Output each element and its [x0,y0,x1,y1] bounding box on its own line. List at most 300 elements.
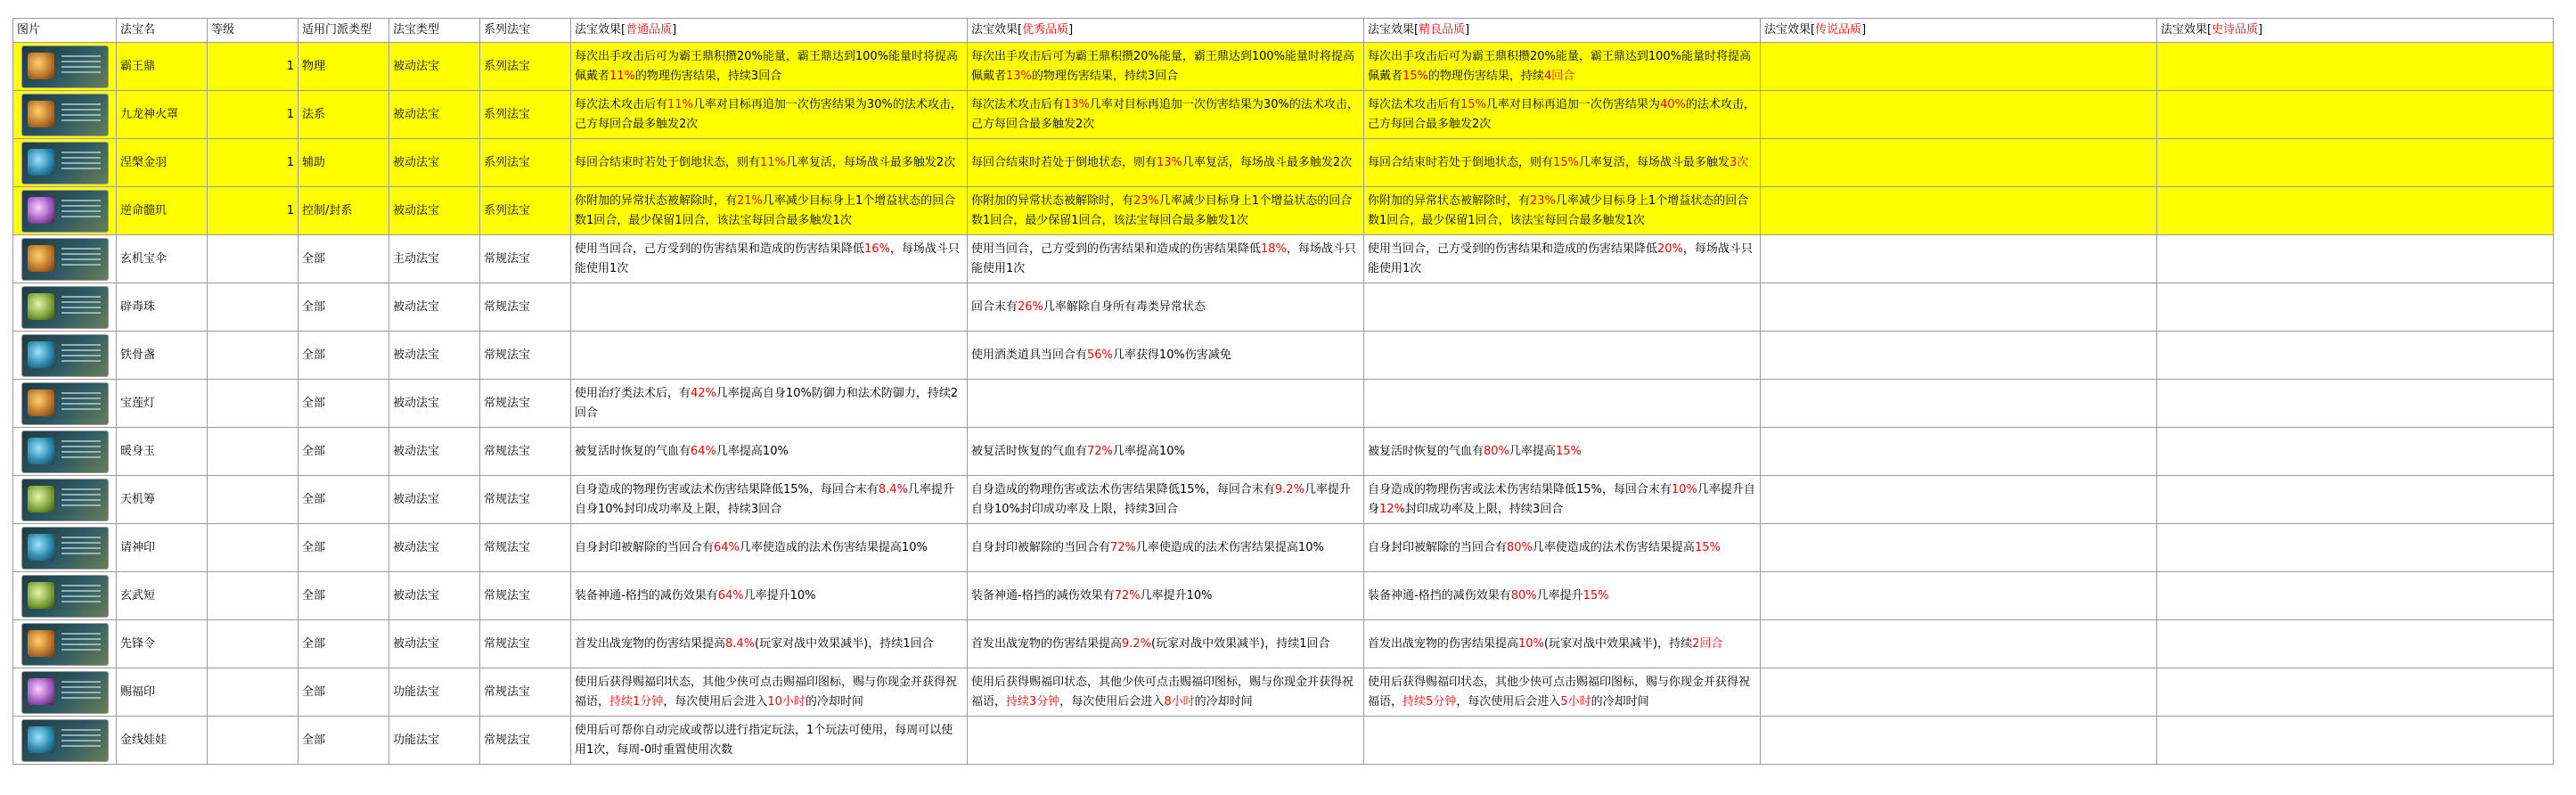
effect-text: (玩家对战中效果减半)，持续1回合 [755,636,934,651]
cell-effect[interactable] [571,91,968,139]
cell-effect[interactable] [571,139,968,187]
cell-level[interactable] [208,380,298,428]
effect-text: 首发出战宠物的伤害结果提高 [971,636,1123,651]
effect-text: 装备神通-格挡的减伤效果有 [1368,588,1511,602]
cell-effect[interactable] [1761,187,2157,235]
effect-text: 几率使造成的法术伤害结果提高10% [739,540,928,554]
effect-value-highlight: 64% [691,444,716,458]
cell-effect[interactable] [571,620,968,668]
cell-type[interactable]: 被动法宝 [389,524,480,572]
cell-level[interactable]: 1 [208,139,298,187]
effect-value-highlight: 持续3分钟 [1006,694,1060,709]
effect-text: 使用后获得赐福印状态，其他少侠可点击赐福印图标，赐与你现金并获得祝福语， [971,675,1354,709]
cell-effect[interactable] [571,235,968,283]
effect-value-highlight: 9.2% [1122,636,1152,651]
header-series[interactable]: 系列法宝 [480,19,571,43]
cell-effect[interactable] [571,283,968,332]
effect-text: 你附加的异常状态被解除时，有 [1368,193,1531,208]
cell-name[interactable]: 玄机宝伞 [117,235,208,283]
effect-text: 自身封印被解除的当回合有 [971,540,1111,554]
effect-text: 你附加的异常状态被解除时，有 [971,193,1134,208]
effect-text: ，每次使用后会进入 [663,694,768,709]
effect-text: 的冷却时间 [805,694,863,709]
cell-school[interactable]: 全部 [298,476,389,524]
header-effect-suffix: ] [1465,23,1470,37]
cell-effect[interactable] [2157,91,2554,139]
cell-name[interactable]: 玄武短 [117,572,208,620]
treasure-thumbnail [21,286,109,329]
effect-value-highlight: 15% [1460,97,1486,111]
cell-effect[interactable] [968,428,1364,476]
effect-text: 使用当回合，己方受到的伤害结果和造成的伤害结果降低 [1368,242,1658,256]
effect-text: 几率提高 [1509,444,1556,458]
cell-effect[interactable] [2157,476,2554,524]
cell-type[interactable]: 被动法宝 [389,91,480,139]
cell-name[interactable]: 铁骨盏 [117,332,208,380]
cell-effect[interactable] [968,332,1364,380]
effect-text: ，每次使用后会进入 [1456,694,1561,709]
header-effect-grade: 普通品质 [626,23,673,37]
cell-effect[interactable] [2157,283,2554,332]
effect-text: 几率提升10% [1140,588,1213,602]
cell-effect[interactable] [571,43,968,91]
cell-effect[interactable] [2157,717,2554,765]
header-level[interactable]: 等级 [208,19,298,43]
header-effect-prefix: 法宝效果[ [2161,23,2212,37]
effect-text: 的冷却时间 [1591,694,1649,709]
cell-image[interactable] [13,428,117,476]
cell-name[interactable]: 宝莲灯 [117,380,208,428]
treasure-thumbnail [21,623,109,666]
cell-level[interactable] [208,620,298,668]
cell-effect[interactable] [968,717,1364,765]
treasure-thumbnail [21,94,109,136]
cell-effect[interactable] [1364,717,1761,765]
cell-name[interactable]: 天机筹 [117,476,208,524]
cell-effect[interactable] [2157,139,2554,187]
treasure-thumbnail [21,575,109,618]
cell-effect[interactable] [968,380,1364,428]
cell-type[interactable]: 主动法宝 [389,235,480,283]
cell-level[interactable] [208,572,298,620]
cell-effect[interactable] [968,668,1364,717]
header-row [13,19,2554,43]
cell-image[interactable] [13,187,117,235]
cell-effect[interactable] [968,43,1364,91]
effect-value-highlight: 10% [1518,636,1544,651]
cell-effect[interactable] [968,235,1364,283]
cell-name[interactable]: 暖身玉 [117,428,208,476]
effect-value-highlight: 13% [1157,155,1182,169]
effect-text: 首发出战宠物的伤害结果提高 [1368,636,1519,651]
cell-image[interactable] [13,91,117,139]
effect-text: 的冷却时间 [1194,694,1253,709]
effect-value-highlight: 64% [714,540,740,554]
effect-value-highlight: 72% [1114,588,1141,602]
treasure-thumbnail [21,45,109,88]
cell-name[interactable]: 霸王鼎 [117,43,208,91]
cell-effect[interactable] [1364,187,1761,235]
cell-name[interactable]: 金线娃娃 [117,717,208,765]
effect-value-highlight: 15% [1402,69,1428,83]
table-row [13,380,2554,428]
effect-text: 回合末有 [971,299,1018,314]
effect-text: 几率提高10% [716,444,789,458]
header-effect-suffix: ] [1861,23,1867,37]
cell-effect[interactable] [1761,380,2157,428]
effect-text: 使用后可帮你自动完成或帮以进行指定玩法，1个玩法可使用，每周可以使用1次，每周-0时重置使用次数 [575,723,953,757]
cell-effect[interactable] [968,476,1364,524]
cell-school[interactable]: 全部 [298,380,389,428]
cell-school[interactable]: 全部 [298,572,389,620]
cell-effect[interactable] [968,620,1364,668]
cell-type[interactable]: 被动法宝 [389,428,480,476]
table-row [13,283,2554,332]
cell-series[interactable]: 常规法宝 [480,476,571,524]
cell-type[interactable]: 功能法宝 [389,717,480,765]
effect-text: ，每场战斗只能使用1次 [971,242,1356,275]
cell-series[interactable]: 常规法宝 [480,620,571,668]
cell-effect[interactable] [2157,668,2554,717]
cell-effect[interactable] [2157,380,2554,428]
effect-text: 几率获得10%伤害减免 [1112,348,1231,362]
header-effect-suffix: ] [2258,23,2263,37]
effect-text: 自身造成的物理伤害或法术伤害结果降低15%，每回合末有 [971,482,1275,496]
cell-series[interactable]: 系列法宝 [480,139,571,187]
cell-series[interactable]: 常规法宝 [480,235,571,283]
cell-effect[interactable] [1364,428,1761,476]
effect-value-highlight: 11% [760,155,786,169]
cell-school[interactable]: 全部 [298,332,389,380]
cell-effect[interactable] [571,428,968,476]
effect-value-highlight: 80% [1484,444,1509,458]
cell-effect[interactable] [1364,476,1761,524]
table-row [13,572,2554,620]
table-row [13,91,2554,139]
cell-series[interactable]: 常规法宝 [480,572,571,620]
cell-effect[interactable] [968,524,1364,572]
cell-effect[interactable] [1364,43,1761,91]
cell-school[interactable]: 全部 [298,428,389,476]
effect-text: 几率复活，每场战斗最多触发2次 [785,155,956,169]
cell-series[interactable]: 系列法宝 [480,43,571,91]
cell-type[interactable]: 被动法宝 [389,620,480,668]
cell-effect[interactable] [571,572,968,620]
effect-text: 装备神通-格挡的减伤效果有 [971,588,1115,602]
cell-level[interactable] [208,283,298,332]
cell-level[interactable]: 1 [208,43,298,91]
cell-effect[interactable] [1761,428,2157,476]
cell-effect[interactable] [1761,43,2157,91]
table-row [13,428,2554,476]
cell-image[interactable] [13,620,117,668]
effect-text: 使用酒类道具当回合有 [971,348,1088,362]
effect-text: 的物理伤害结果，持续3回合 [1031,69,1179,83]
effect-text: 自身封印被解除的当回合有 [575,540,715,554]
effect-value-highlight: 15% [1555,444,1582,458]
cell-effect[interactable] [1761,572,2157,620]
effect-text: 每回合结束时若处于倒地状态，则有 [1368,155,1554,169]
effect-value-highlight: 8.4% [878,482,908,496]
cell-series[interactable]: 系列法宝 [480,91,571,139]
cell-effect[interactable] [1364,524,1761,572]
cell-school[interactable]: 辅助 [298,139,389,187]
cell-image[interactable] [13,235,117,283]
header-effect-fine[interactable] [1364,19,1761,43]
cell-effect[interactable] [571,187,968,235]
treasure-thumbnail [21,382,109,425]
cell-type[interactable]: 被动法宝 [389,572,480,620]
cell-effect[interactable] [1364,235,1761,283]
effect-text: 几率提升10% [743,588,816,602]
cell-image[interactable] [13,668,117,717]
treasure-thumbnail [21,142,109,184]
effect-value-highlight: 64% [717,588,744,602]
cell-effect[interactable] [1761,620,2157,668]
header-image[interactable]: 图片 [13,19,117,43]
header-effect-legendary[interactable] [1761,19,2157,43]
cell-effect[interactable] [1364,380,1761,428]
cell-image[interactable] [13,283,117,332]
effect-text: 几率对目标再追加一次伤害结果为 [1485,97,1660,111]
cell-level[interactable] [208,428,298,476]
effect-text: 几率对目标再追加一次伤害结果为30%的法术攻击，己方每回合最多触发2次 [971,97,1359,131]
cell-effect[interactable] [1364,572,1761,620]
cell-effect[interactable] [1761,235,2157,283]
cell-school[interactable]: 法系 [298,91,389,139]
effect-value-highlight: 21% [737,193,763,208]
effect-value-highlight: 72% [1110,540,1136,554]
header-effect-grade: 史诗品质 [2212,23,2259,37]
cell-level[interactable] [208,668,298,717]
header-effect-grade: 精良品质 [1419,23,1466,37]
cell-effect[interactable] [1761,91,2157,139]
cell-effect[interactable] [1761,524,2157,572]
cell-level[interactable] [208,717,298,765]
effect-text: 封印成功率及上限，持续3回合 [1404,502,1564,516]
cell-effect[interactable] [1364,620,1761,668]
cell-effect[interactable] [2157,332,2554,380]
cell-image[interactable] [13,476,117,524]
cell-image[interactable] [13,524,117,572]
cell-type[interactable]: 被动法宝 [389,332,480,380]
cell-image[interactable] [13,332,117,380]
cell-effect[interactable] [1761,332,2157,380]
cell-series[interactable]: 常规法宝 [480,332,571,380]
effect-value-highlight: 23% [1133,193,1159,208]
cell-effect[interactable] [2157,235,2554,283]
effect-value-highlight: 8.4% [725,636,756,651]
cell-school[interactable]: 全部 [298,668,389,717]
effect-value-highlight: 持续1分钟 [609,694,664,709]
cell-type[interactable]: 被动法宝 [389,139,480,187]
cell-effect[interactable] [2157,43,2554,91]
cell-effect[interactable] [968,139,1364,187]
cell-effect[interactable] [1364,283,1761,332]
effect-text: 使用当回合，己方受到的伤害结果和造成的伤害结果降低 [971,242,1262,256]
cell-series[interactable]: 常规法宝 [480,428,571,476]
cell-effect[interactable] [571,524,968,572]
cell-effect[interactable] [968,283,1364,332]
cell-type[interactable]: 功能法宝 [389,668,480,717]
effect-text: 几率减少目标身上1个增益状态的回合数1回合，最少保留1回合，该法宝每回合最多触发1次 [971,193,1353,227]
header-effect-suffix: ] [1068,23,1074,37]
effect-text: 装备神通-格挡的减伤效果有 [575,588,718,602]
cell-effect[interactable] [968,187,1364,235]
effect-text: 几率提升 [1536,588,1583,602]
cell-name[interactable]: 涅槃金羽 [117,139,208,187]
cell-school[interactable]: 全部 [298,620,389,668]
cell-effect[interactable] [571,332,968,380]
cell-effect[interactable] [1761,283,2157,332]
cell-effect[interactable] [2157,524,2554,572]
cell-name[interactable]: 赐福印 [117,668,208,717]
table-row [13,668,2554,717]
effect-value-highlight: 26% [1018,299,1043,314]
treasure-thumbnail [21,190,109,233]
header-effect-epic[interactable] [2157,19,2554,43]
cell-effect[interactable] [1364,139,1761,187]
cell-level[interactable] [208,332,298,380]
cell-school[interactable]: 物理 [298,43,389,91]
cell-image[interactable] [13,717,117,765]
cell-image[interactable] [13,572,117,620]
table-row [13,717,2554,765]
cell-effect[interactable] [2157,572,2554,620]
effect-value-highlight: 40% [1659,97,1686,111]
effect-text: 几率减少目标身上1个增益状态的回合数1回合，最少保留1回合，该法宝每回合最多触发1次 [1368,193,1749,227]
table-row [13,235,2554,283]
effect-value-highlight: 4回合 [1543,69,1575,83]
cell-school[interactable]: 控制/封系 [298,187,389,235]
cell-name[interactable]: 九龙神火罩 [117,91,208,139]
cell-effect[interactable] [1364,668,1761,717]
cell-effect[interactable] [571,668,968,717]
cell-series[interactable]: 常规法宝 [480,283,571,332]
effect-value-highlight: 11% [609,69,635,83]
effect-value-highlight: 9.2% [1274,482,1304,496]
effect-text: 几率提升自身10%封印成功率及上限，持续3回合 [575,482,954,516]
cell-image[interactable] [13,43,117,91]
cell-type[interactable]: 被动法宝 [389,43,480,91]
cell-series[interactable]: 常规法宝 [480,717,571,765]
cell-effect[interactable] [1761,476,2157,524]
header-effect-excellent[interactable] [968,19,1364,43]
header-effect-prefix: 法宝效果[ [1368,23,1419,37]
cell-level[interactable] [208,524,298,572]
cell-type[interactable]: 被动法宝 [389,476,480,524]
effect-value-highlight: 12% [1379,502,1405,516]
cell-series[interactable]: 常规法宝 [480,668,571,717]
table-row [13,187,2554,235]
cell-effect[interactable] [1761,717,2157,765]
cell-effect[interactable] [571,717,968,765]
treasure-thumbnail [21,671,109,714]
effect-text: 几率使造成的法术伤害结果提高 [1532,540,1695,554]
effect-value-highlight: 15% [1553,155,1579,169]
cell-effect[interactable] [1364,332,1761,380]
cell-effect[interactable] [2157,620,2554,668]
effect-text: 几率提高自身10%防御力和法术防御力，持续2回合 [575,386,959,420]
effect-value-highlight: 11% [667,97,693,111]
effect-value-highlight: 80% [1510,588,1537,602]
cell-school[interactable]: 全部 [298,283,389,332]
cell-effect[interactable] [1761,139,2157,187]
effect-value-highlight: 20% [1657,242,1683,256]
cell-series[interactable]: 系列法宝 [480,187,571,235]
cell-name[interactable]: 辟毒珠 [117,283,208,332]
cell-series[interactable]: 常规法宝 [480,524,571,572]
cell-name[interactable]: 逆命髓玑 [117,187,208,235]
table-body [13,43,2554,765]
cell-level[interactable]: 1 [208,187,298,235]
cell-series[interactable]: 常规法宝 [480,380,571,428]
header-name[interactable]: 法宝名 [117,19,208,43]
table-row [13,620,2554,668]
effect-text: 几率复活，每场战斗最多触发2次 [1182,155,1353,169]
effect-text: 被复活时恢复的气血有 [575,444,691,458]
effect-value-highlight: 23% [1530,193,1556,208]
cell-image[interactable] [13,380,117,428]
effect-text: 使用后获得赐福印状态，其他少侠可点击赐福印图标，赐与你现金并获得祝福语， [1368,675,1751,709]
effect-value-highlight: 10% [1671,482,1697,496]
header-effect-prefix: 法宝效果[ [971,23,1023,37]
cell-name[interactable]: 请神印 [117,524,208,572]
cell-type[interactable]: 被动法宝 [389,380,480,428]
header-effect-common[interactable] [571,19,968,43]
effect-value-highlight: 72% [1087,444,1113,458]
cell-effect[interactable] [2157,428,2554,476]
effect-text: 的物理伤害结果，持续 [1427,69,1544,83]
table-row [13,476,2554,524]
table-row [13,524,2554,572]
cell-effect[interactable] [2157,187,2554,235]
treasure-thumbnail [21,430,109,473]
effect-text: 每次出手攻击后可为霸王鼎积攒20%能量，霸王鼎达到100%能量时将提高佩戴者 [575,49,959,83]
cell-level[interactable] [208,235,298,283]
effect-text: 使用治疗类法术后，有 [575,386,691,400]
effect-value-highlight: 56% [1087,348,1113,362]
effect-text: 的物理伤害结果，持续3回合 [634,69,782,83]
cell-effect[interactable] [571,380,968,428]
effect-text: 几率解除自身所有毒类异常状态 [1043,299,1206,314]
cell-effect[interactable] [571,476,968,524]
cell-effect[interactable] [968,91,1364,139]
treasure-thumbnail [21,479,109,521]
cell-school[interactable]: 全部 [298,235,389,283]
cell-effect[interactable] [968,572,1364,620]
cell-level[interactable]: 1 [208,91,298,139]
cell-image[interactable] [13,139,117,187]
cell-level[interactable] [208,476,298,524]
effect-text: 每次出手攻击后可为霸王鼎积攒20%能量，霸王鼎达到100%能量时将提高佩戴者 [1368,49,1752,83]
cell-school[interactable]: 全部 [298,717,389,765]
header-type[interactable]: 法宝类型 [389,19,480,43]
cell-type[interactable]: 被动法宝 [389,283,480,332]
cell-type[interactable]: 被动法宝 [389,187,480,235]
effect-value-highlight: 42% [691,386,716,400]
header-school[interactable]: 适用门派类型 [298,19,389,43]
cell-effect[interactable] [1364,91,1761,139]
effect-text: (玩家对战中效果减半)，持续1回合 [1151,636,1330,651]
effect-text: 每次法术攻击后有 [971,97,1065,111]
cell-school[interactable]: 全部 [298,524,389,572]
cell-effect[interactable] [1761,668,2157,717]
table-row [13,43,2554,91]
effect-value-highlight: 2回合 [1692,636,1723,651]
cell-name[interactable]: 先锋令 [117,620,208,668]
effect-text: 的法术攻击，己方每回合最多触发2次 [1368,97,1755,131]
